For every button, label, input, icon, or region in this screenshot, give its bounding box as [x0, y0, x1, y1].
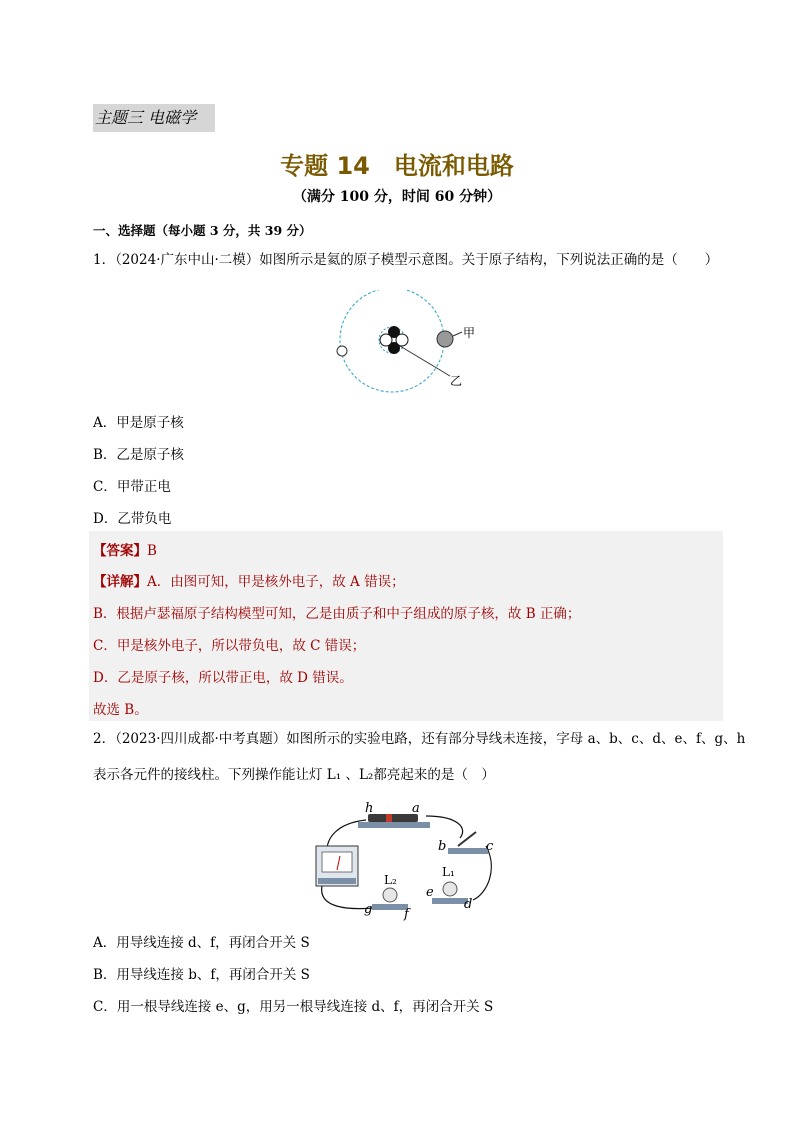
- question-2-stem-line2: 表示各元件的接线柱。下列操作能让灯 L₁ 、L₂都亮起来的是（ ）: [93, 767, 495, 783]
- terminal-d: d: [464, 897, 473, 912]
- nucleon: [396, 334, 408, 346]
- detail-line: D．乙是原子核，所以带正电，故 D 错误。: [93, 670, 353, 686]
- electron-right: [437, 331, 453, 347]
- label-jia: 甲: [463, 326, 476, 340]
- bulb-l1: [443, 882, 457, 896]
- detail-line: 故选 B。: [93, 702, 148, 718]
- answer-tag: 【答案】: [93, 543, 147, 559]
- terminal-g: g: [364, 902, 373, 917]
- detail-line: C．甲是核外电子，所以带负电，故 C 错误；: [93, 638, 366, 654]
- wire: [473, 846, 491, 900]
- switch-lever: [458, 832, 476, 846]
- detail-tag: 【详解】: [93, 574, 147, 590]
- circuit-figure: [308, 798, 498, 922]
- q1-option-a: A．甲是原子核: [93, 415, 184, 431]
- q1-option-d: D．乙带负电: [93, 511, 172, 527]
- answer-box: [89, 531, 723, 721]
- pointer-line: [453, 332, 462, 336]
- ammeter-base: [318, 878, 356, 884]
- q1-option-b: B．乙是原子核: [93, 447, 184, 463]
- terminal-a: a: [412, 801, 420, 816]
- battery: [368, 814, 418, 822]
- q2-option-b: B．用导线连接 b、f，再闭合开关 S: [93, 967, 310, 983]
- detail-line: 【详解】A．由图可知，甲是核外电子，故 A 错误；: [93, 574, 405, 590]
- battery-base: [358, 822, 430, 828]
- page-subtitle: （满分 100 分，时间 60 分钟）: [292, 189, 502, 205]
- terminal-h: h: [365, 801, 374, 816]
- nucleon: [380, 334, 392, 346]
- terminal-c: c: [486, 839, 494, 854]
- terminal-b: b: [438, 839, 447, 854]
- bulb-l2-base: [372, 904, 408, 910]
- answer-line: [93, 539, 157, 559]
- label-yi: 乙: [450, 374, 463, 388]
- wire: [426, 816, 463, 838]
- terminal-f: f: [404, 907, 409, 922]
- topic-label: 主题三 电磁学: [93, 104, 215, 132]
- detail-line: B．根据卢瑟福原子结构模型可知，乙是由质子和中子组成的原子核，故 B 正确；: [93, 606, 581, 622]
- switch-base: [448, 848, 488, 854]
- bulb-l2: [383, 888, 397, 902]
- question-2-stem-line1: 2．（2023·四川成都·中考真题）如图所示的实验电路，还有部分导线未连接，字母 a、b、c、d、e、f、g、h: [93, 731, 746, 747]
- q2-option-a: A．用导线连接 d、f，再闭合开关 S: [93, 935, 310, 951]
- question-1-stem: 1．（2024·广东中山·二模）如图所示是氦的原子模型示意图。关于原子结构，下列说法正确的是（ ）: [93, 252, 719, 268]
- bulb-l1-base: [432, 898, 468, 904]
- atom-model-figure: [330, 290, 490, 400]
- battery-band: [386, 814, 392, 822]
- label-l2: L₂: [384, 873, 397, 887]
- q2-option-c: C．用一根导线连接 e、g，用另一根导线连接 d、f，再闭合开关 S: [93, 999, 494, 1015]
- page-title: 专题 14 电流和电路: [280, 152, 514, 180]
- section-heading: 一、选择题（每小题 3 分，共 39 分）: [93, 223, 312, 238]
- terminal-e: e: [426, 885, 434, 900]
- answer-value: B: [147, 543, 157, 559]
- label-l1: L₁: [442, 865, 455, 879]
- q1-option-c: C．甲带正电: [93, 479, 171, 495]
- electron-left: [337, 346, 347, 356]
